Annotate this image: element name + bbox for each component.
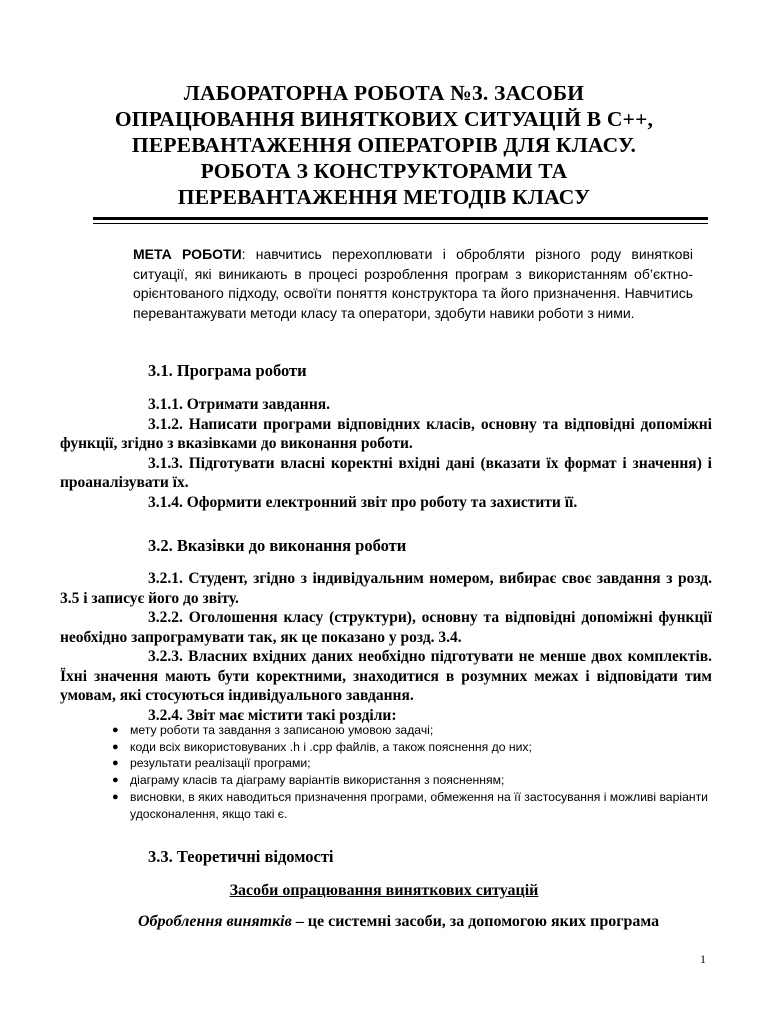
list-item xyxy=(60,772,720,789)
section-heading: 3.2. Вказівки до виконання роботи xyxy=(148,536,407,555)
page-title xyxy=(60,80,708,210)
bullet-icon: ● xyxy=(112,724,119,736)
bullet-icon: ● xyxy=(112,757,119,770)
paragraph: 3.1.3. Підготувати власні коректні вхідні дані (вказати їх формат і значення) і проаналізувати їх. xyxy=(60,454,712,491)
goal-text: : навчитись перехоплювати і обробляти різного роду виняткові ситуації, які виникають в процесі розроблення програм з використанням об’єктно-орієнтованого підходу, освоїти поняття конструктора та його призначення. Навчитись перевантажувати методи класу та оператори, здобути навики роботи з ними. xyxy=(133,246,693,321)
paragraph: 3.2.3. Власних вхідних даних необхідно підготувати не менше двох комплектів. Їхні значення мають бути коректними, знаходитися в розумних межах і відповідати тим умовам, які стосуються індивідуального завдання. xyxy=(60,648,712,704)
list-item-text: коди всіх використовуваних .h і .cpp файлів, а також пояснення до них; xyxy=(130,739,532,754)
paragraph: 3.2.1. Студент, згідно з індивідуальним номером, вибирає своє завдання з розд. 3.5 і записує його до звіту. xyxy=(60,570,712,607)
title-line: ПЕРЕВАНТАЖЕННЯ ОПЕРАТОРІВ ДЛЯ КЛАСУ. xyxy=(131,133,637,157)
section-instructions xyxy=(60,535,712,725)
paragraph: 3.1.1. Отримати завдання. xyxy=(148,396,331,413)
bullet-icon: ● xyxy=(112,774,119,787)
list-item xyxy=(60,739,720,756)
title-divider-thin xyxy=(93,223,708,224)
bullet-icon: ● xyxy=(112,740,119,753)
bullet-icon: ● xyxy=(112,790,119,803)
subsection-heading: Засоби опрацювання виняткових ситуацій xyxy=(229,882,539,899)
intro-text: – це системні засоби, за допомогою яких програма xyxy=(291,913,660,930)
title-line: РОБОТА З КОНСТРУКТОРАМИ ТА xyxy=(200,159,568,183)
intro-paragraph xyxy=(60,911,712,933)
title-line: ЛАБОРАТОРНА РОБОТА №3. ЗАСОБИ xyxy=(183,81,585,105)
list-item-text: висновки, в яких наводиться призначення програми, обмеження на її застосування і можливі варіанти удосконалення, якщо такі є. xyxy=(130,789,708,821)
report-sections-list xyxy=(60,722,720,822)
list-item-text: результати реалізації програми; xyxy=(130,756,311,771)
page-number: 1 xyxy=(700,952,706,966)
section-heading: 3.3. Теоретичні відомості xyxy=(148,847,334,866)
section-program xyxy=(60,360,712,512)
list-item xyxy=(60,722,720,739)
title-line: ОПРАЦЮВАННЯ ВИНЯТКОВИХ СИТУАЦІЙ В С++, xyxy=(114,107,654,131)
list-item xyxy=(60,755,720,772)
paragraph: 3.1.4. Оформити електронний звіт про роботу та захистити її. xyxy=(148,493,578,511)
section-heading: 3.1. Програма роботи xyxy=(148,361,307,380)
goal-label: МЕТА РОБОТИ xyxy=(133,246,242,262)
goal-paragraph xyxy=(133,245,693,323)
paragraph: 3.2.2. Оголошення класу (структури), основну та відповідні допоміжні функції необхідно запрограмувати так, як це показано у розд. 3.4. xyxy=(60,609,712,646)
section-theory xyxy=(60,846,712,868)
list-item-text: мету роботи та завдання з записаною умовою задачі; xyxy=(130,723,434,737)
paragraph: 3.1.2. Написати програми відповідних класів, основну та відповідні допоміжні функції, згідно з вказівками до виконання роботи. xyxy=(60,415,712,452)
intro-term: Оброблення винятків xyxy=(138,913,292,930)
title-line: ПЕРЕВАНТАЖЕННЯ МЕТОДІВ КЛАСУ xyxy=(177,185,591,209)
paragraph: 3.2.4. Звіт має містити такі розділи: xyxy=(148,706,397,724)
title-divider-thick xyxy=(93,217,708,220)
list-item xyxy=(60,789,720,822)
list-item-text: діаграму класів та діаграму варіантів використання з поясненням; xyxy=(130,773,505,788)
